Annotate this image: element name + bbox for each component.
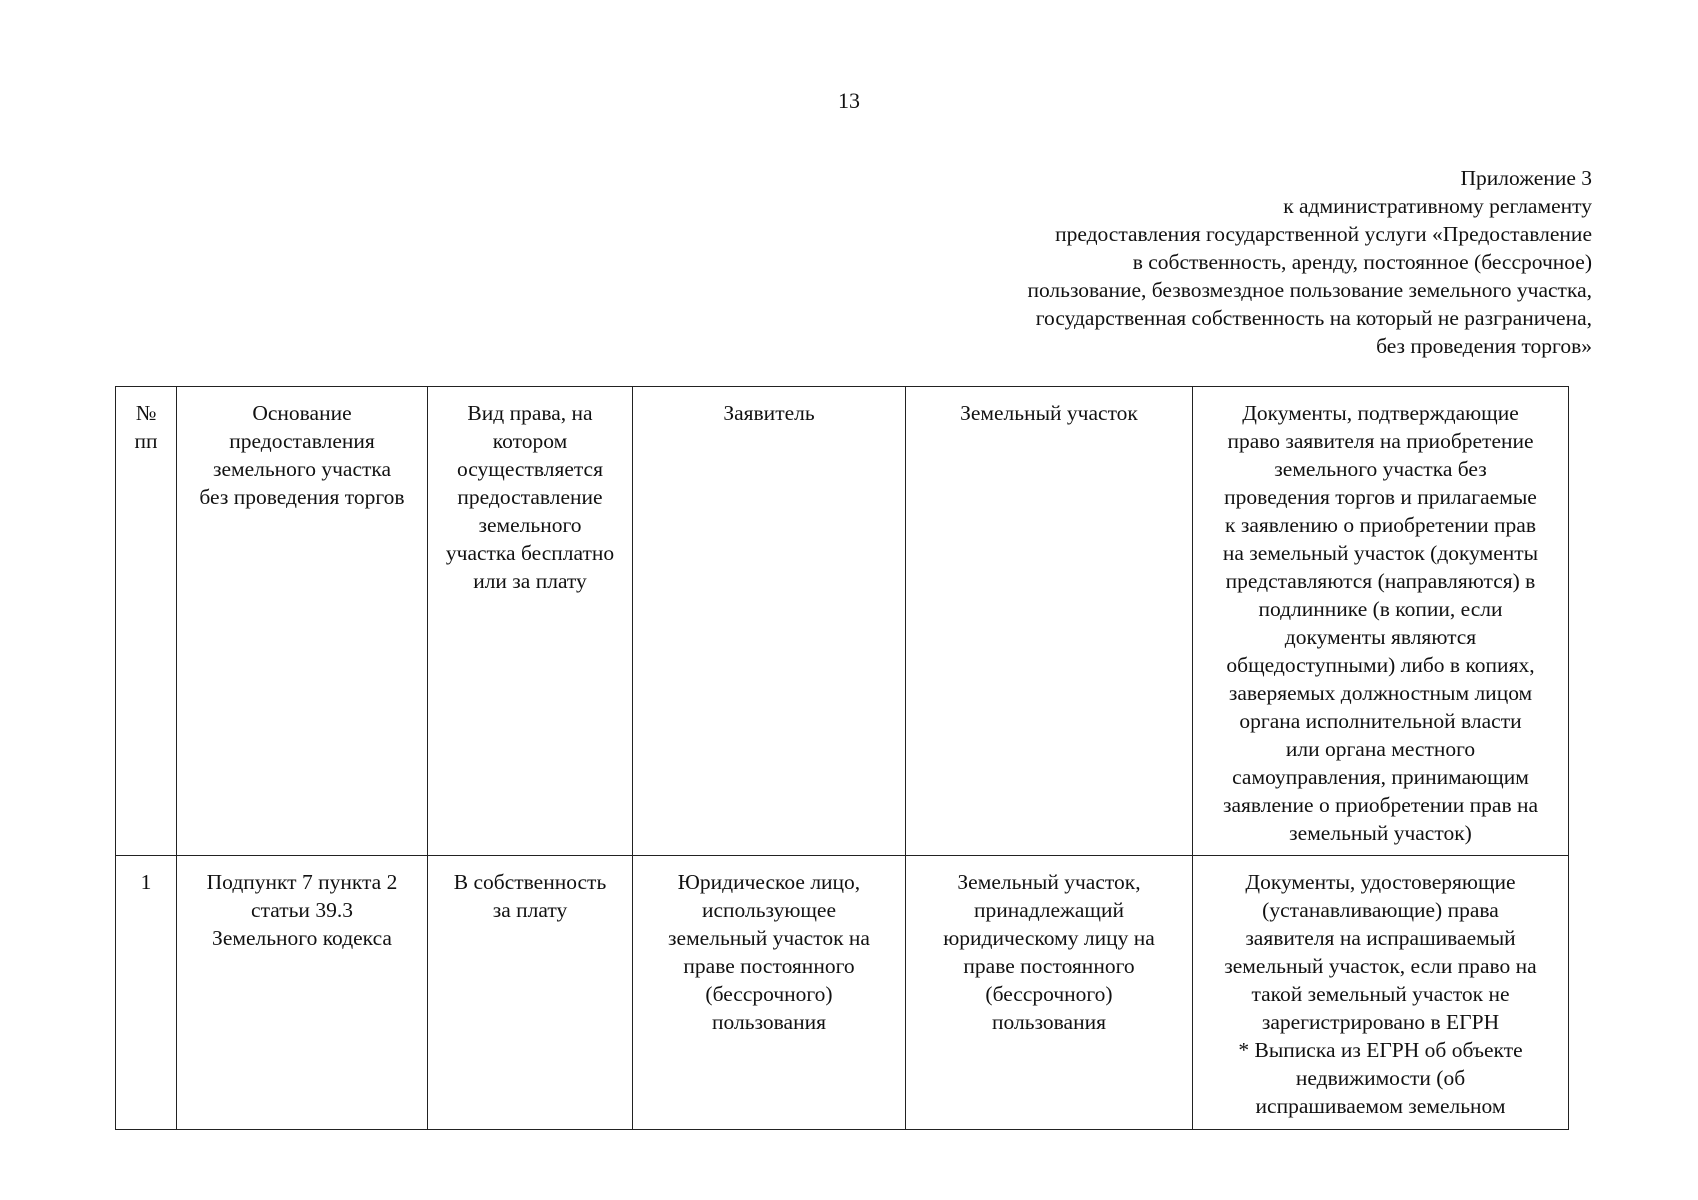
table-row	[116, 856, 1569, 1130]
header-basis: Основание предоставления земельного участка без проведения торгов	[177, 387, 428, 856]
documents-table	[115, 386, 1569, 1130]
cell-basis: Подпункт 7 пункта 2 статьи 39.3 Земельного кодекса	[177, 856, 428, 1130]
annex-line: в собственность, аренду, постоянное (бессрочное)	[1132, 250, 1592, 274]
cell-number: 1	[116, 856, 177, 1130]
header-number: № пп	[116, 387, 177, 856]
header-land-plot: Земельный участок	[906, 387, 1193, 856]
header-applicant: Заявитель	[633, 387, 906, 856]
page-number: 13	[838, 88, 860, 113]
cell-right-type: В собственность за плату	[428, 856, 633, 1130]
cell-land-plot: Земельный участок, принадлежащий юридическому лицу на праве постоянного (бессрочного) пользования	[906, 856, 1193, 1130]
annex-line: Приложение 3	[1460, 166, 1592, 190]
table-header-row	[116, 387, 1569, 856]
annex-line: государственная собственность на который не разграничена,	[1035, 306, 1592, 330]
cell-documents: Документы, удостоверяющие (устанавливающие) права заявителя на испрашиваемый земельный участок, если право на такой земельный участок не зарегистрировано в ЕГРН * Выписка из ЕГРН об объекте недвижимости (об испрашиваемом земельном	[1193, 856, 1569, 1130]
annex-line: к административному регламенту	[1283, 194, 1592, 218]
header-right-type: Вид права, на котором осуществляется предоставление земельного участка бесплатно или за плату	[428, 387, 633, 856]
annex-line: без проведения торгов»	[1376, 334, 1592, 358]
header-documents: Документы, подтверждающие право заявителя на приобретение земельного участка без проведения торгов и прилагаемые к заявлению о приобретении прав на земельный участок (документы представляются (направляются) в подлиннике (в копии, если документы являются общедоступными) либо в копиях, заверяемых должностным лицом органа исполнительной власти или органа местного самоуправления, принимающим заявление о приобретении прав на земельный участок)	[1193, 387, 1569, 856]
annex-line: предоставления государственной услуги «Предоставление	[1055, 222, 1592, 246]
annex-line: пользование, безвозмездное пользование земельного участка,	[1027, 278, 1592, 302]
cell-applicant: Юридическое лицо, использующее земельный участок на праве постоянного (бессрочного) пользования	[633, 856, 906, 1130]
annex-heading	[1027, 164, 1592, 360]
